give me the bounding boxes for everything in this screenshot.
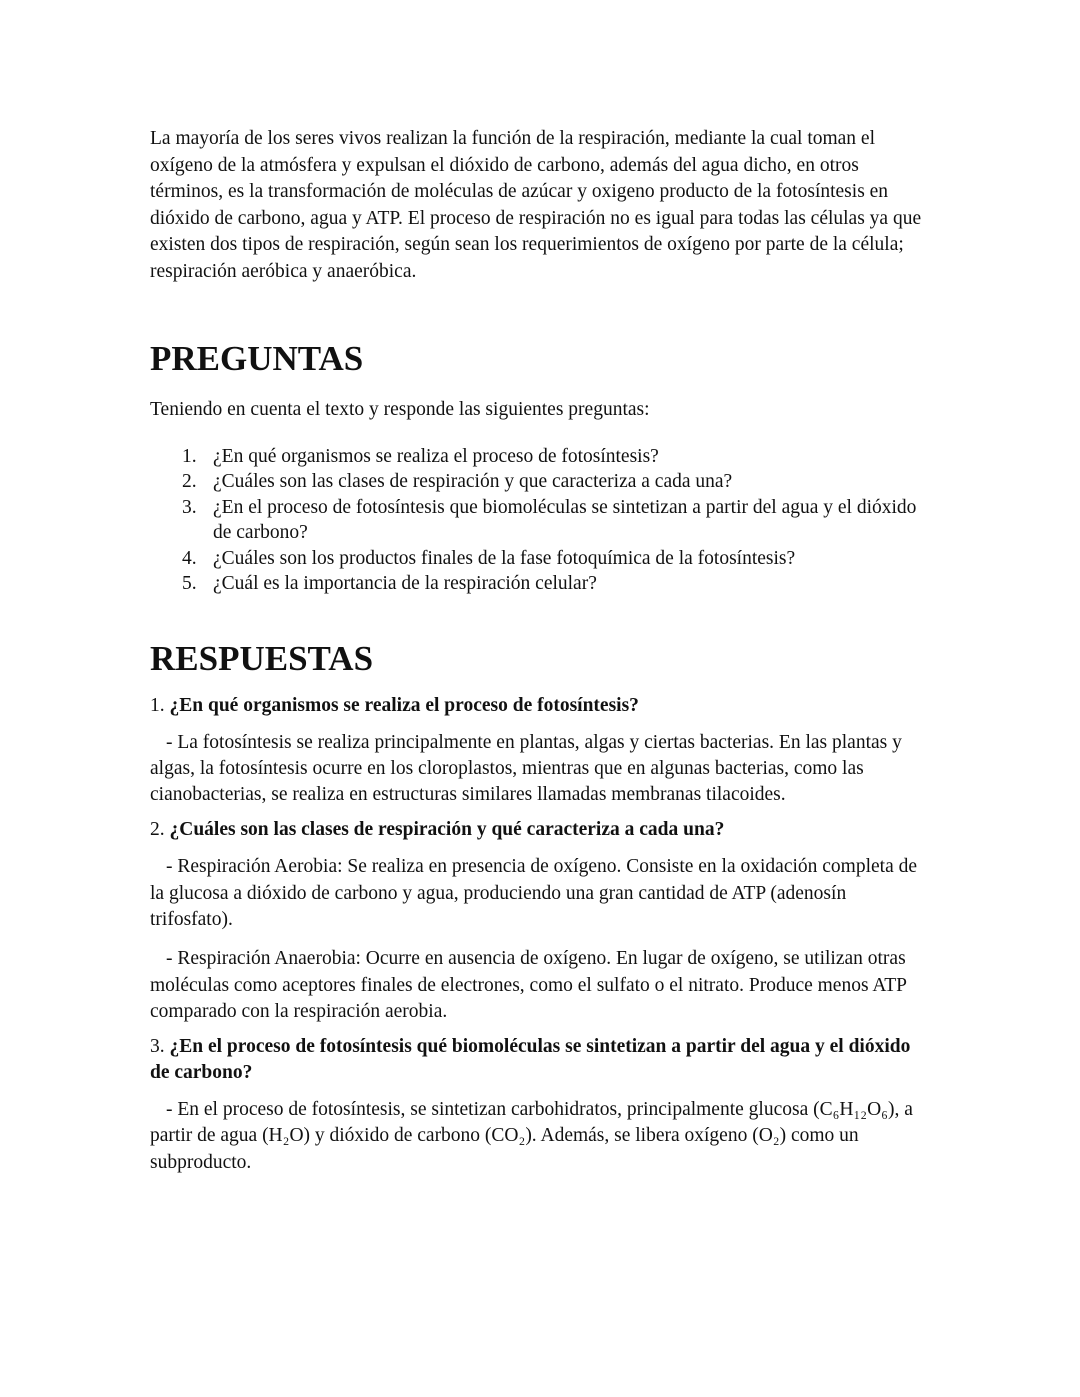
- preguntas-prompt: Teniendo en cuenta el texto y responde las siguientes preguntas:: [150, 399, 650, 420]
- respuestas-heading: RESPUESTAS: [150, 638, 374, 678]
- answer-question-number: 3.: [150, 1036, 165, 1058]
- document-page: [150, 126, 930, 1176]
- answer-2-anaerobia: [150, 946, 930, 1025]
- answer-question-2: [150, 817, 930, 843]
- question-number: 4.: [182, 547, 197, 569]
- question-text: ¿Cuál es la importancia de la respiración celular?: [213, 573, 597, 594]
- answer-question-text: ¿En qué organismos se realiza el proceso de fotosíntesis?: [169, 694, 639, 716]
- question-item: [182, 495, 930, 546]
- preguntas-heading: PREGUNTAS: [150, 339, 364, 378]
- question-item: [182, 469, 930, 495]
- intro-paragraph: La mayoría de los seres vivos realizan la función de la respiración, mediante la cual toman el oxígeno de la atmósfera y expulsan el dióxido de carbono, además del agua dicho, en otros términos, es la transformación de moléculas de azúcar y oxigeno producto de la fotosíntesis en dióxido de carbono, agua y ATP. El proceso de respiración no es igual para todas las células ya que existen dos tipos de respiración, según sean los requerimientos de oxígeno por parte de la célula; respiración aeróbica y anaeróbica.: [150, 128, 922, 282]
- answer-1: [150, 730, 930, 809]
- answer-question-3: [150, 1034, 930, 1086]
- question-list: [150, 444, 930, 597]
- answer-question-number: 1.: [150, 694, 165, 716]
- answer-text: - La fotosíntesis se realiza principalmente en plantas, algas y ciertas bacterias. En las plantas y algas, la fotosíntesis ocurre en los cloroplastos, mientras que en algunas bacterias, como las cianobacterias, se realiza en estructuras similares llamadas membranas tilacoides.: [150, 731, 902, 806]
- answer-3: [150, 1097, 930, 1176]
- question-text: ¿Cuáles son los productos finales de la fase fotoquímica de la fotosíntesis?: [213, 547, 796, 569]
- question-text: ¿En el proceso de fotosíntesis que biomoléculas se sintetizan a partir del agua y el dióxido de carbono?: [213, 496, 917, 543]
- answer-question-1: [150, 693, 930, 719]
- question-number: 5.: [182, 573, 197, 594]
- answer-text: - En el proceso de fotosíntesis, se sintetizan carbohidratos, principalmente glucosa (C₆H₁₂O₆), a partir de agua (H₂O) y dióxido de carbono (CO₂). Además, se libera oxígeno (O₂) como un subproducto.: [150, 1099, 913, 1173]
- answer-question-text: ¿Cuáles son las clases de respiración y qué caracteriza a cada una?: [169, 819, 725, 841]
- question-number: 3.: [182, 496, 197, 518]
- question-item: [182, 546, 930, 572]
- answer-text: - Respiración Aerobia: Se realiza en presencia de oxígeno. Consiste en la oxidación completa de la glucosa a dióxido de carbono y agua, produciendo una gran cantidad de ATP (adenosín trifosfato).: [150, 856, 918, 930]
- question-text: ¿Cuáles son las clases de respiración y que caracteriza a cada una?: [213, 471, 733, 492]
- question-number: 2.: [182, 471, 197, 492]
- answer-question-number: 2.: [150, 819, 165, 841]
- question-number: 1.: [182, 445, 197, 467]
- answer-text: - Respiración Anaerobia: Ocurre en ausencia de oxígeno. En lugar de oxígeno, se utilizan otras moléculas como aceptores finales de electrones, como el sulfato o el nitrato. Produce menos ATP comparado con la respiración aerobia.: [150, 948, 907, 1022]
- question-text: ¿En qué organismos se realiza el proceso de fotosíntesis?: [213, 445, 659, 467]
- answer-question-text: ¿En el proceso de fotosíntesis qué biomoléculas se sintetizan a partir del agua y el dióxido de carbono?: [150, 1036, 911, 1084]
- question-item: [182, 444, 930, 470]
- answer-2-aerobia: [150, 854, 930, 933]
- question-item: [182, 571, 930, 597]
